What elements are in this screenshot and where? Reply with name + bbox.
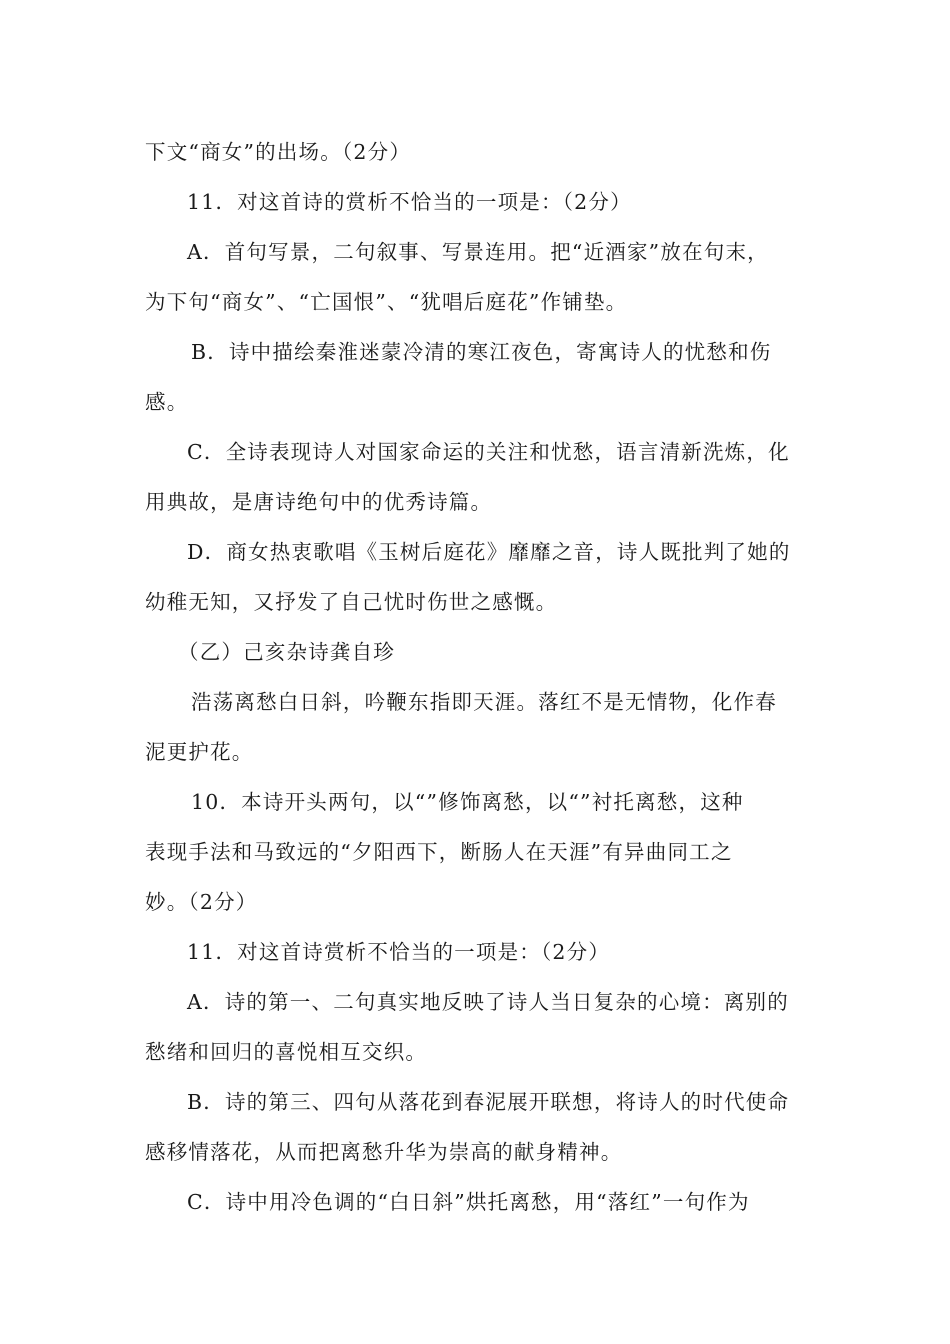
poem-title: （乙）己亥杂诗龚自珍 — [178, 640, 395, 664]
option-b2-line-1: B．诗的第三、四句从落花到春泥展开联想，将诗人的时代使命 — [187, 1090, 790, 1114]
poem-text-line-1: 浩荡离愁白日斜，吟鞭东指即天涯。落红不是无情物，化作春 — [191, 690, 777, 714]
option-a-line-1: A．首句写景，二句叙事、写景连用。把“近酒家”放在句末， — [187, 240, 769, 264]
question-10-line-3: 妙。（2分） — [145, 890, 258, 914]
option-c2-line-1: C．诗中用冷色调的“白日斜”烘托离愁，用“落红”一句作为 — [187, 1190, 750, 1214]
question-10-line-2: 表现手法和马致远的“夕阳西下，断肠人在天涯”有异曲同工之 — [145, 840, 733, 864]
question-11-heading: 11．对这首诗的赏析不恰当的一项是：（2分） — [187, 190, 632, 214]
option-b-line-1: B．诗中描绘秦淮迷蒙冷清的寒江夜色，寄寓诗人的忧愁和伤 — [191, 340, 772, 364]
option-b-line-2: 感。 — [145, 390, 189, 414]
poem-text-line-2: 泥更护花。 — [145, 740, 254, 764]
option-d-line-1: D．商女热衷歌唱《玉树后庭花》靡靡之音，诗人既批判了她的 — [187, 540, 791, 564]
option-a2-line-1: A．诗的第一、二句真实地反映了诗人当日复杂的心境：离别的 — [187, 990, 789, 1014]
text-line-prev-question-end: 下文“商女”的出场。（2分） — [145, 140, 412, 164]
option-a2-line-2: 愁绪和回归的喜悦相互交织。 — [145, 1040, 428, 1064]
option-a-line-2: 为下句“商女”、“亡国恨”、“犹唱后庭花”作铺垫。 — [145, 290, 628, 314]
option-c-line-2: 用典故，是唐诗绝句中的优秀诗篇。 — [145, 490, 493, 514]
option-c-line-1: C．全诗表现诗人对国家命运的关注和忧愁，语言清新洗炼，化 — [187, 440, 790, 464]
question-10-line-1: 10．本诗开头两句，以“”修饰离愁，以“”衬托离愁，这种 — [191, 790, 744, 814]
question-11b-heading: 11．对这首诗赏析不恰当的一项是：（2分） — [187, 940, 611, 964]
option-d-line-2: 幼稚无知，又抒发了自己忧时伤世之感慨。 — [145, 590, 558, 614]
option-b2-line-2: 感移情落花，从而把离愁升华为崇高的献身精神。 — [145, 1140, 623, 1164]
